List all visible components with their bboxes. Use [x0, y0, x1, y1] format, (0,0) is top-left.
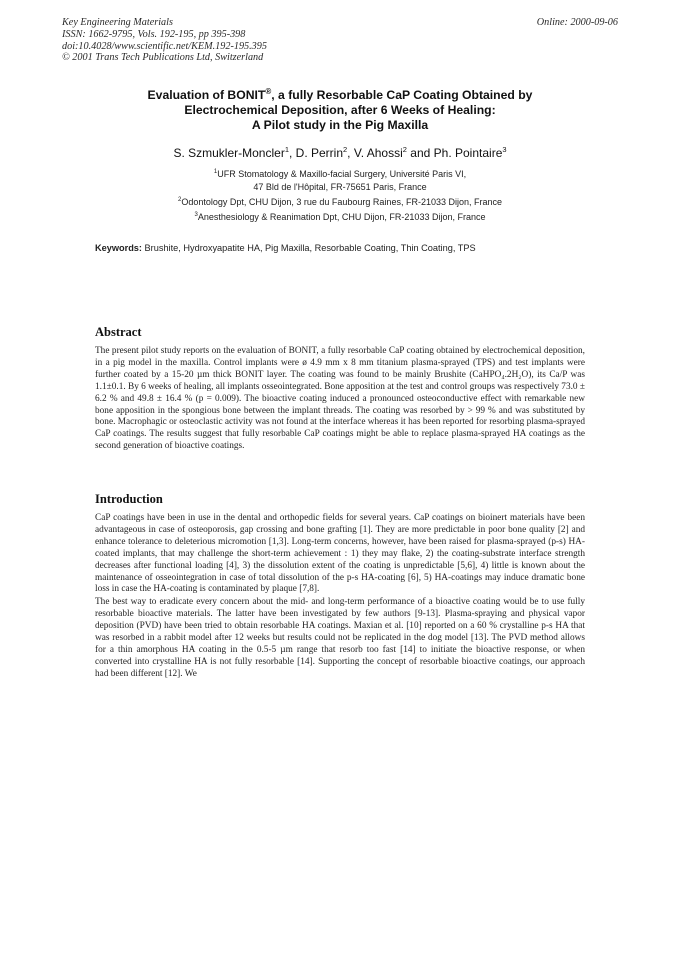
title-line-1: Evaluation of BONIT®, a fully Resorbable CaP Coating Obtained by [147, 87, 533, 103]
copyright-line: © 2001 Trans Tech Publications Ltd, Switzerland [62, 52, 264, 64]
issn-line: ISSN: 1662-9795, Vols. 192-195, pp 395-398 [62, 28, 246, 40]
keywords [95, 243, 595, 253]
title-line-3: A Pilot study in the Pig Maxilla [251, 118, 429, 133]
author-name: D. Perrin [295, 146, 343, 160]
author-affiliation-mark: 3 [502, 145, 507, 154]
registered-mark: ® [265, 87, 272, 96]
introduction-heading: Introduction [95, 492, 163, 506]
affiliation-line [60, 167, 620, 181]
affiliation-line [60, 210, 620, 224]
author-name: Ph. Pointaire [433, 146, 503, 160]
introduction-paragraph: The best way to eradicate every concern about the mid- and long-term performance of a bioactive coating would be to use fully resorbable bioactive materials. The latter have been investigated by few authors [9-13]. Plasma-spraying and physical vapor deposition (PVD) have been tried to obtain resorbable HA coatings. Maxian et al. [10] reported on a 60 % crystalline p-s HA that was resorbed in a rabbit model after 12 weeks but results could not be replicated in the dog model [13]. The PVD method allows for a thin amorphous HA coating in the 0.5-5 µm range that resorb too fast [14] to initiate the bioactive response, or when converted into crystalline HA is not fully resorbable [14]. Supporting the concept of resorbable bioactive coatings, our approach had been different [12]. We [95, 597, 585, 679]
author-separator: , [288, 146, 296, 160]
author-list [60, 145, 620, 160]
introduction-section [95, 492, 585, 681]
abstract-section [95, 325, 585, 453]
affiliation-line [60, 182, 620, 194]
affiliation-text: UFR Stomatology & Maxillo-facial Surgery, Université Paris VI, [217, 169, 467, 179]
keywords-text: Brushite, Hydroxyapatite HA, Pig Maxilla, Resorbable Coating, Thin Coating, TPS [144, 243, 476, 253]
author-affiliation-mark: 1 [284, 145, 289, 154]
introduction-paragraph: CaP coatings have been in use in the dental and orthopedic fields for several years. CaP coatings on bioinert materials have been advantageous in case of osteoporosis, gap crossing and bone grafting [1]. They are more predictable in poor bone quality [2] and enhance tolerance to deleterious micromotion [1,3]. Long-term concerns, however, have been raised for plasma-sprayed (p-s) HA-coated implants, that may challenge the short-term achievement : 1) they may flake, 2) the coating-substrate interface strength decreases after functional loading [4], 3) the dissolution extent of the coating is unpredictable [5,6], 4) little is known about the maintenance of osseointegration in case of total dissolution of the p-s HA-coating [6], 5) HA-coatings may induce dramatic bone loss in case the HA-coating is contaminated by plaque [7,8]. [95, 513, 585, 595]
abstract-heading: Abstract [95, 325, 142, 339]
affiliation-text: 47 Bld de l'Hôpital, FR-75651 Paris, France [253, 182, 427, 193]
affiliations [60, 167, 620, 225]
affiliation-mark: 1 [213, 169, 218, 175]
author-name: V. Ahossi [353, 146, 403, 160]
author-separator: , [347, 146, 354, 160]
author-name: S. Szmukler-Moncler [173, 146, 285, 160]
author-affiliation-mark: 2 [343, 145, 348, 154]
journal-name: Key Engineering Materials [62, 17, 173, 28]
title-line-2: Electrochemical Deposition, after 6 Weeks of Healing: [184, 103, 496, 118]
doi-line: doi:10.4028/www.scientific.net/KEM.192-195.395 [62, 40, 267, 52]
affiliation-text: Odontology Dpt, CHU Dijon, 3 rue du Faubourg Raines, FR-21033 Dijon, France [181, 197, 502, 208]
author-separator: and [406, 146, 434, 160]
author-affiliation-mark: 2 [402, 145, 407, 154]
affiliation-mark: 2 [177, 197, 182, 204]
keywords-label: Keywords: [95, 243, 142, 253]
journal-header [62, 17, 618, 64]
affiliation-mark: 3 [194, 212, 198, 219]
affiliation-line [60, 195, 620, 209]
online-date: Online: 2000-09-06 [536, 17, 618, 28]
paper-title [78, 84, 602, 134]
abstract-paragraph: The present pilot study reports on the evaluation of BONIT, a fully resorbable CaP coating obtained by electrochemical deposition, in a pig model in the maxilla. Control implants were ø 4.9 mm x 8 mm titanium plasma-sprayed (TPS) and test implants were further coated by a 15-20 µm thick BONIT layer. The coating was found to be mainly Brushite (CaHPO₄.2H₂O), its Ca/P was 1.1±0.1. By 6 weeks of healing, all implants osseointegrated. Bone apposition at the test and control groups was respectively 73.0 ± 6.2 % and 49.8 ± 16.4 % (p = 0.009). The bioactive coating induced a pronounced osteoconductive effect with remarkable new bone apposition in the spongious bone between the implant threads. The coating was resorbed by > 99 % and was substituted by bone. Macrophagic or osteoclastic activity was not found at the interface whereas it has been reported for resorbing plasma-sprayed CaP coatings. The results suggest that fully resorbable CaP coatings might be able to replace plasma-sprayed HA coatings as the second generation of bioactive coatings. [95, 346, 585, 452]
affiliation-text: Anesthesiology & Reanimation Dpt, CHU Dijon, FR-21033 Dijon, France [197, 212, 486, 223]
